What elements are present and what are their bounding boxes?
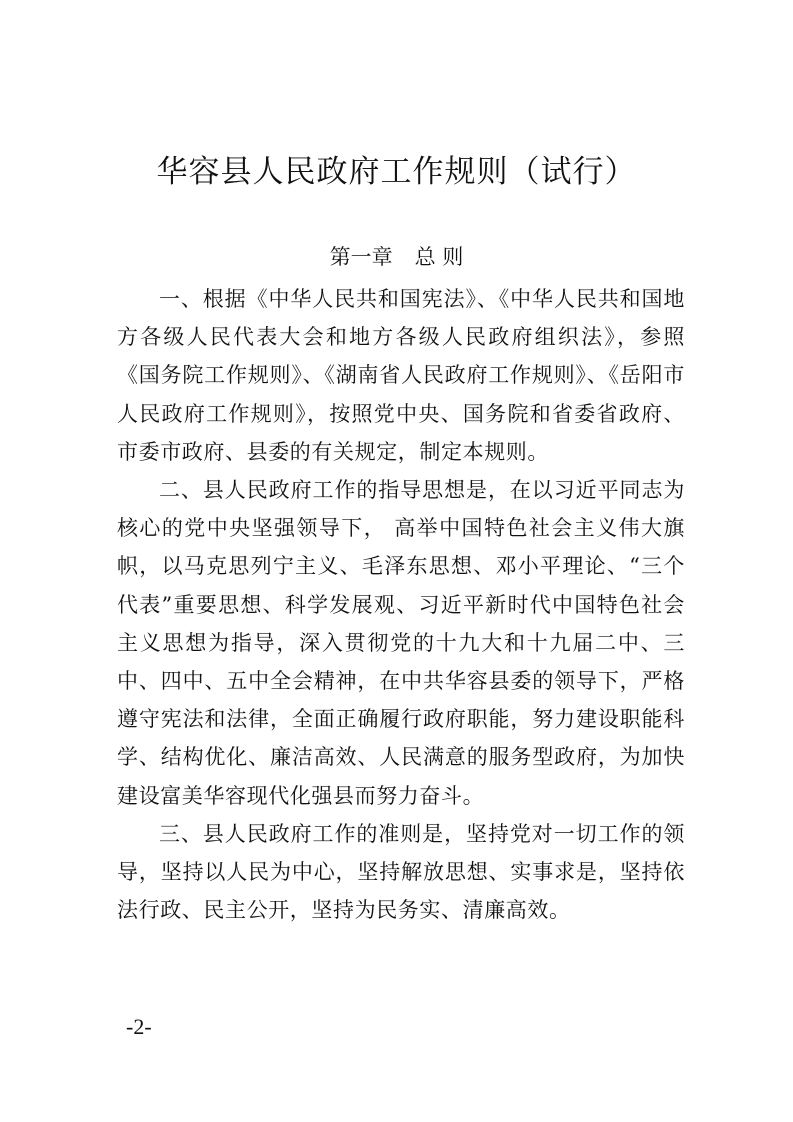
chapter-heading [0, 238, 793, 276]
document-title: 华容县人民政府工作规则（试行） [156, 154, 637, 190]
chapter-number: 第一章 [329, 245, 393, 269]
document-body [117, 280, 685, 929]
paragraph-1: 一、根据《中华人民共和国宪法》、《中华人民共和国地方各级人民代表大会和地方各级人民政府组织法》，参照《国务院工作规则》、《湖南省人民政府工作规则》、《岳阳市人民政府工作规则》，按照党中央、国务院和省委省政府、市委市政府、县委的有关规定，制定本规则。 [117, 287, 685, 464]
chapter-name: 总 则 [414, 245, 464, 269]
paragraph-2: 二、县人民政府工作的指导思想是，在以习近平同志为核心的党中央坚强领导下， 高举中国特色社会主义伟大旗帜，以马克思列宁主义、毛泽东思想、邓小平理论、“三个代表”重要思想、科学发展观、习近平新时代中国特色社会主义思想为指导，深入贯彻党的十九大和十九届二中、三中、四中、五中全会精神，在中共华容县委的领导下，严格遵守宪法和法律，全面正确履行政府职能，努力建设职能科学、结构优化、廉洁高效、人民满意的服务型政府，为加快建设富美华容现代化强县而努力奋斗。 [117, 478, 685, 808]
paragraph-3: 三、县人民政府工作的准则是，坚持党对一切工作的领导，坚持以人民为中心，坚持解放思想、实事求是，坚持依法行政、民主公开，坚持为民务实、清廉高效。 [117, 821, 685, 923]
page-number: -2- [126, 1014, 152, 1039]
